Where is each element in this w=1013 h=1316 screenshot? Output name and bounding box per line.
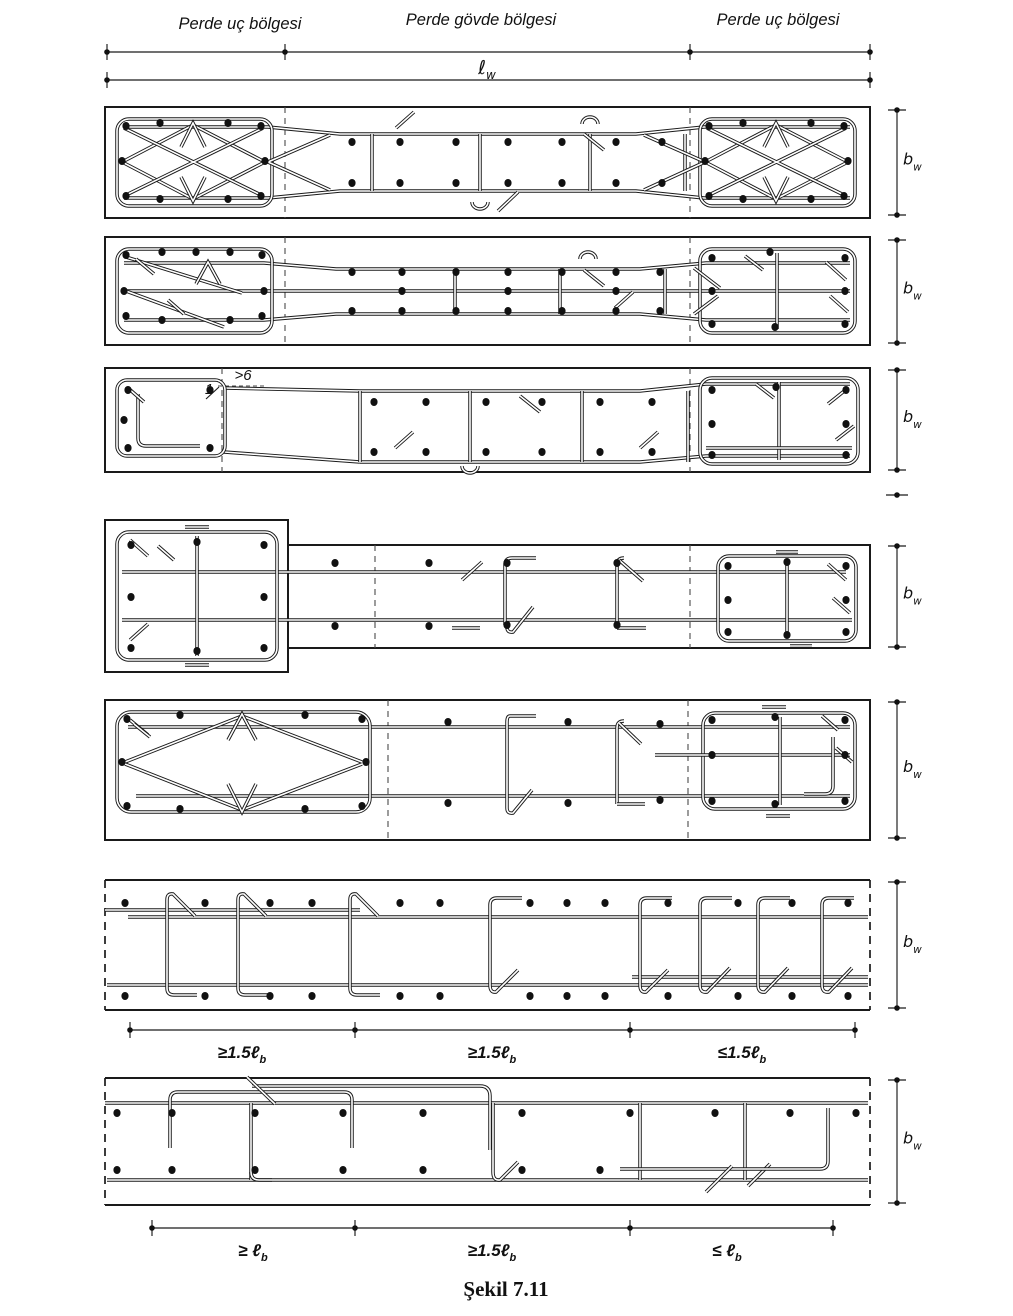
rebar-dot	[664, 992, 671, 1000]
dim-end-dot	[894, 107, 900, 113]
drawn-line	[505, 558, 536, 625]
drawn-line	[644, 135, 705, 190]
drawn-line	[170, 1092, 352, 1148]
rebar-dot	[708, 797, 715, 805]
drawn-line	[617, 558, 624, 628]
dim-end-dot	[352, 1225, 358, 1231]
rebar-dot	[308, 899, 315, 907]
dim-end-dot	[894, 1200, 900, 1206]
drawn-line	[507, 790, 532, 813]
rebar-dot	[844, 157, 851, 165]
rebar-dot	[842, 451, 849, 459]
rebar-dot	[348, 268, 355, 276]
rebar-dot	[127, 593, 134, 601]
section-3	[105, 367, 922, 498]
rebar-dot	[841, 716, 848, 724]
rebar-dot	[398, 268, 405, 276]
rebar-dot	[503, 559, 510, 567]
rebar-dot	[518, 1166, 525, 1174]
dim-end-dot	[282, 49, 288, 55]
rebar-dot	[564, 799, 571, 807]
rebar-dot	[224, 119, 231, 127]
rebar-dot	[201, 899, 208, 907]
rebar-dot	[251, 1109, 258, 1117]
rebar-dot	[705, 192, 712, 200]
rebar-dot	[596, 1166, 603, 1174]
rebar-dot	[118, 157, 125, 165]
section-4	[105, 520, 922, 672]
rebar-dot	[193, 538, 200, 546]
rebar-dot	[563, 992, 570, 1000]
drawn-line	[498, 192, 518, 211]
dim-end-dot	[127, 1027, 133, 1033]
rebar-dot	[771, 713, 778, 721]
drawn-line	[836, 426, 854, 440]
rebar-dot	[538, 448, 545, 456]
rebar-dot	[301, 805, 308, 813]
rebar-dot	[260, 541, 267, 549]
rebar-dot	[422, 398, 429, 406]
rebar-dot	[206, 444, 213, 452]
rebar-dot	[419, 1109, 426, 1117]
rebar-dot	[558, 268, 565, 276]
wall-thickness-label: $b_w$	[903, 278, 922, 303]
rebar-dot	[504, 287, 511, 295]
section-1	[105, 107, 922, 218]
rebar-dot	[526, 992, 533, 1000]
drawn-line	[170, 1092, 352, 1148]
rebar-dot	[648, 398, 655, 406]
rebar-dot	[852, 1109, 859, 1117]
dim-end-dot	[149, 1225, 155, 1231]
drawn-line	[490, 970, 518, 992]
rebar-dot	[193, 647, 200, 655]
dim-end-dot	[867, 77, 873, 83]
rebar-dot	[396, 899, 403, 907]
rebar-dot	[257, 122, 264, 130]
drawn-line	[644, 135, 705, 190]
rebar-dot	[658, 138, 665, 146]
rebar-dot	[842, 628, 849, 636]
dim-end-dot	[894, 644, 900, 650]
drawn-line	[238, 894, 266, 988]
rebar-dot	[348, 179, 355, 187]
drawn-line	[507, 716, 536, 808]
rebar-dot	[260, 287, 267, 295]
drawn-line	[138, 394, 200, 446]
rebar-dot	[708, 320, 715, 328]
dim-label-row1-seg2: ≥1.5ℓ$_b$	[467, 1043, 517, 1066]
rebar-dot	[113, 1166, 120, 1174]
rebar-dot	[122, 122, 129, 130]
rebar-dot	[708, 287, 715, 295]
rebar-dot	[226, 316, 233, 324]
wall-thickness-label: $b_w$	[903, 583, 922, 608]
rebar-dot	[124, 386, 131, 394]
rebar-dot	[358, 802, 365, 810]
drawn-line	[707, 128, 846, 196]
wall-thickness-label: $b_w$	[903, 1128, 922, 1153]
figure-caption: Şekil 7.11	[463, 1277, 549, 1301]
rebar-dot	[398, 287, 405, 295]
rebar-dot	[261, 157, 268, 165]
dim-label-row1-seg3: ≤1.5ℓ$_b$	[717, 1043, 767, 1066]
rebar-dot	[563, 899, 570, 907]
rebar-dot	[612, 307, 619, 315]
wall-length-label: ℓ$_w$	[478, 57, 496, 82]
rebar-dot	[564, 718, 571, 726]
drawn-line	[268, 135, 330, 190]
dim-end-dot	[852, 1027, 858, 1033]
dim-end-dot	[894, 237, 900, 243]
rebar-dot	[612, 287, 619, 295]
rebar-dot	[538, 398, 545, 406]
dim-end-dot	[894, 467, 900, 473]
dim-end-dot	[894, 1005, 900, 1011]
section-2	[105, 237, 922, 346]
rebar-dot	[708, 751, 715, 759]
rebar-dot	[841, 287, 848, 295]
rebar-dot	[601, 992, 608, 1000]
rebar-dot	[708, 386, 715, 394]
rebar-dot	[156, 119, 163, 127]
rebar-dot	[156, 195, 163, 203]
rebar-dot	[841, 797, 848, 805]
rebar-dot	[771, 800, 778, 808]
rebar-dot	[807, 119, 814, 127]
rebar-dot	[596, 398, 603, 406]
dim-label-row1-seg1: ≥1.5ℓ$_b$	[217, 1043, 267, 1066]
rebar-dot	[656, 720, 663, 728]
section-7	[105, 1077, 922, 1206]
rebar-dot	[482, 398, 489, 406]
rebar-dot	[844, 992, 851, 1000]
dim-end-dot	[627, 1225, 633, 1231]
rebar-dot	[844, 899, 851, 907]
rebar-dot	[788, 899, 795, 907]
drawn-line	[268, 135, 330, 190]
drawn-line	[756, 384, 774, 398]
dim-end-dot	[894, 699, 900, 705]
rebar-dot	[613, 621, 620, 629]
rebar-dot	[504, 179, 511, 187]
rebar-dot	[452, 268, 459, 276]
drawn-line	[105, 700, 870, 840]
rebar-dot	[452, 307, 459, 315]
rebar-dot	[158, 316, 165, 324]
rebar-dot	[841, 320, 848, 328]
dim-end-dot	[894, 492, 900, 498]
rebar-dot	[301, 711, 308, 719]
rebar-dot	[766, 248, 773, 256]
rebar-dot	[266, 992, 273, 1000]
rebar-dot	[122, 312, 129, 320]
rebar-dot	[482, 448, 489, 456]
rebar-dot	[711, 1109, 718, 1117]
rebar-dot	[121, 899, 128, 907]
rebar-dot	[504, 307, 511, 315]
drawn-line	[505, 558, 536, 625]
rebar-dot	[444, 799, 451, 807]
rebar-dot	[656, 268, 663, 276]
rebar-dot	[419, 1166, 426, 1174]
rebar-dot	[558, 138, 565, 146]
rebar-dot	[260, 593, 267, 601]
dim-end-dot	[894, 1077, 900, 1083]
drawn-line	[395, 432, 413, 448]
rebar-dot	[444, 718, 451, 726]
rebar-dot	[168, 1166, 175, 1174]
zone-label-right-end: Perde uç bölgesi	[716, 11, 840, 29]
drawn-line	[124, 127, 850, 134]
rebar-dot	[601, 899, 608, 907]
rebar-dot	[783, 558, 790, 566]
dim-end-dot	[894, 367, 900, 373]
rebar-dot	[664, 899, 671, 907]
rebar-dot	[734, 899, 741, 907]
rebar-dot	[612, 268, 619, 276]
rebar-dot	[526, 899, 533, 907]
rebar-dot	[331, 559, 338, 567]
drawn-line	[700, 968, 730, 992]
rebar-dot	[257, 192, 264, 200]
rebar-dot	[436, 992, 443, 1000]
rebar-dot	[176, 805, 183, 813]
rebar-dot	[123, 715, 130, 723]
drawn-line	[830, 296, 848, 312]
rebar-dot	[734, 992, 741, 1000]
dim-end-dot	[352, 1027, 358, 1033]
rebar-dot	[708, 716, 715, 724]
rebar-dot	[251, 1166, 258, 1174]
rebar-dot	[841, 751, 848, 759]
rebar-dot	[841, 254, 848, 262]
rebar-dot	[120, 287, 127, 295]
rebar-dot	[118, 758, 125, 766]
drawn-line	[105, 107, 870, 218]
rebar-dot	[783, 631, 790, 639]
drawn-line	[617, 721, 624, 804]
rebar-dot	[122, 251, 129, 259]
dim-end-dot	[894, 543, 900, 549]
rebar-dot	[120, 416, 127, 424]
rebar-dot	[596, 448, 603, 456]
dimension-row-2	[149, 1220, 836, 1236]
dim-label-row2-seg2: ≥1.5ℓ$_b$	[467, 1241, 517, 1264]
slope-rise-label: 1	[204, 381, 214, 398]
rebar-dot	[192, 248, 199, 256]
rebar-dot	[127, 541, 134, 549]
rebar-dot	[358, 715, 365, 723]
rebar-dot	[396, 179, 403, 187]
drawn-line	[350, 894, 378, 988]
rebar-dot	[370, 448, 377, 456]
rebar-dot	[258, 251, 265, 259]
rebar-dot	[504, 268, 511, 276]
dim-label-row2-seg3: ≤ ℓ$_b$	[712, 1241, 742, 1264]
wall-thickness-label: $b_w$	[903, 932, 922, 956]
rebar-dot	[503, 621, 510, 629]
rebar-dot	[201, 992, 208, 1000]
dim-end-dot	[894, 340, 900, 346]
drawn-line	[238, 894, 266, 988]
drawn-line	[493, 1103, 518, 1180]
dimension-row-1	[127, 1022, 858, 1038]
rebar-dot	[266, 899, 273, 907]
rebar-dot	[122, 192, 129, 200]
rebar-dot	[504, 138, 511, 146]
rebar-dot	[840, 192, 847, 200]
rebar-dot	[656, 796, 663, 804]
rebar-dot	[840, 122, 847, 130]
drawn-line	[804, 737, 833, 794]
section-5	[105, 699, 922, 841]
rebar-dot	[339, 1166, 346, 1174]
rebar-dot	[339, 1109, 346, 1117]
drawn-line	[822, 968, 852, 992]
rebar-dot	[396, 992, 403, 1000]
drawn-line	[350, 894, 378, 988]
rebar-dot	[739, 195, 746, 203]
rebar-dot	[708, 420, 715, 428]
rebar-dot	[158, 248, 165, 256]
rebar-dot	[842, 420, 849, 428]
rebar-dot	[121, 992, 128, 1000]
rebar-dot	[422, 448, 429, 456]
rebar-dot	[771, 323, 778, 331]
rebar-dot	[648, 448, 655, 456]
rebar-dot	[701, 157, 708, 165]
rebar-dot	[772, 383, 779, 391]
rebar-dot	[739, 119, 746, 127]
rebar-dot	[724, 562, 731, 570]
rebar-dot	[558, 179, 565, 187]
rebar-dot	[708, 254, 715, 262]
wall-thickness-label: $b_w$	[903, 149, 922, 174]
drawn-line	[167, 894, 195, 988]
drawn-line	[640, 970, 668, 992]
rebar-dot	[452, 179, 459, 187]
drawn-line	[584, 270, 604, 286]
rebar-dot	[113, 1109, 120, 1117]
drawn-line	[252, 1086, 490, 1150]
rebar-dot	[308, 992, 315, 1000]
rebar-dot	[224, 195, 231, 203]
drawn-line	[620, 1108, 828, 1169]
rebar-dot	[127, 644, 134, 652]
dim-end-dot	[894, 835, 900, 841]
rebar-dot	[124, 444, 131, 452]
rebar-dot	[788, 992, 795, 1000]
drawn-line	[493, 1103, 518, 1180]
drawn-line	[224, 452, 360, 462]
dim-end-dot	[104, 77, 110, 83]
dim-end-dot	[627, 1027, 633, 1033]
rebar-dot	[258, 312, 265, 320]
dim-end-dot	[687, 49, 693, 55]
rebar-dot	[613, 559, 620, 567]
drawn-line	[694, 268, 720, 288]
rebar-dot	[705, 122, 712, 130]
rebar-dot	[656, 307, 663, 315]
rebar-dot	[786, 1109, 793, 1117]
dim-end-dot	[894, 212, 900, 218]
rebar-dot	[226, 248, 233, 256]
rebar-dot	[436, 899, 443, 907]
dim-end-dot	[867, 49, 873, 55]
rebar-dot	[168, 1109, 175, 1117]
section-6	[105, 879, 922, 1011]
rebar-dot	[331, 622, 338, 630]
rebar-dot	[724, 628, 731, 636]
slope-run-label: >6	[234, 367, 252, 384]
rebar-dot	[348, 307, 355, 315]
drawn-line	[804, 737, 833, 794]
rebar-dot	[425, 622, 432, 630]
rebar-dot	[842, 596, 849, 604]
rebar-dot	[612, 179, 619, 187]
drawn-line	[124, 263, 850, 269]
zone-label-web: Perde gövde bölgesi	[405, 11, 557, 29]
zone-label-left-end: Perde uç bölgesi	[178, 15, 302, 33]
rebar-dot	[626, 1109, 633, 1117]
rebar-dot	[370, 398, 377, 406]
drawn-line	[396, 112, 414, 128]
rebar-dot	[842, 386, 849, 394]
drawn-line	[640, 432, 658, 448]
drawn-line	[138, 394, 200, 446]
rebar-dot	[708, 451, 715, 459]
rebar-dot	[558, 307, 565, 315]
drawn-line	[584, 134, 604, 150]
drawn-line	[507, 716, 536, 808]
drawn-line	[124, 128, 263, 196]
rebar-dot	[452, 138, 459, 146]
rebar-dot	[260, 644, 267, 652]
rebar-dot	[807, 195, 814, 203]
rebar-dot	[658, 179, 665, 187]
dim-label-row2-seg1: ≥ ℓ$_b$	[238, 1241, 268, 1264]
rebar-dot	[724, 596, 731, 604]
drawn-line	[758, 968, 788, 992]
rebar-dot	[425, 559, 432, 567]
rebar-dot	[348, 138, 355, 146]
drawn-line	[694, 296, 718, 314]
rebar-dot	[176, 711, 183, 719]
rebar-dot	[396, 138, 403, 146]
drawn-line	[360, 456, 850, 462]
drawn-line	[252, 1086, 490, 1150]
rebar-dot	[518, 1109, 525, 1117]
drawn-line	[167, 894, 195, 988]
wall-thickness-label: $b_w$	[903, 757, 922, 781]
rebar-dot	[123, 802, 130, 810]
rebar-dot	[362, 758, 369, 766]
dim-end-dot	[894, 879, 900, 885]
dim-end-dot	[104, 49, 110, 55]
rebar-dot	[842, 562, 849, 570]
drawn-line	[520, 396, 540, 412]
rebar-dot	[612, 138, 619, 146]
drawn-line	[620, 1108, 828, 1169]
rebar-dot	[398, 307, 405, 315]
dim-end-dot	[830, 1225, 836, 1231]
wall-thickness-label: $b_w$	[903, 407, 922, 431]
